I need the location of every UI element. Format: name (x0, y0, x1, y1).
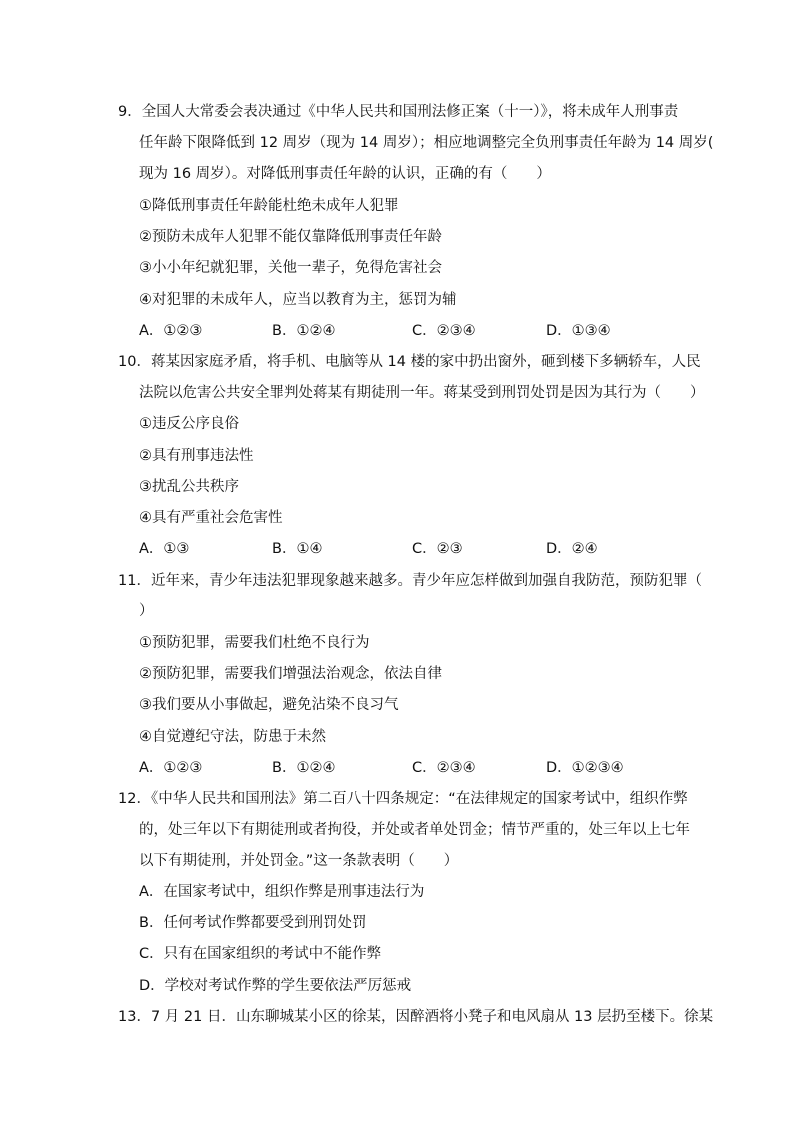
statement-item: ③小小年纪就犯罪，关他一辈子，免得危害社会 (139, 260, 442, 276)
statement-item: ②具有刑事违法性 (139, 448, 254, 464)
statement-item: ②预防犯罪，需要我们增强法治观念，依法自律 (139, 666, 442, 682)
answer-option-a: A．在国家考试中，组织作弊是刑事违法行为 (139, 884, 425, 900)
answer-option-b: B．①④ (272, 541, 323, 557)
answer-option-c: C．②③ (412, 541, 463, 557)
answer-option-d: D．①③④ (546, 323, 611, 339)
question-stem-line: 9．全国人大常委会表决通过《中华人民共和国刑法修正案（十一）》，将未成年人刑事责 (118, 104, 679, 120)
statement-item: ①降低刑事责任年龄能杜绝未成年人犯罪 (139, 198, 399, 214)
answer-option-d: D．学校对考试作弊的学生要依法严厉惩戒 (139, 978, 412, 994)
answer-option-b: B．①②④ (272, 760, 336, 776)
answer-option-d: D．②④ (546, 541, 598, 557)
statement-item: ④具有严重社会危害性 (139, 510, 283, 526)
statement-item: ④自觉遵纪守法，防患于未然 (139, 729, 326, 745)
question-stem-line: 的，处三年以下有期徒刑或者拘役，并处或者单处罚金；情节严重的，处三年以上七年 (139, 822, 690, 838)
question-stem-line: 法院以危害公共安全罪判处蒋某有期徒刑一年。蒋某受到刑罚处罚是因为其行为（ ） (139, 385, 705, 401)
statement-item: ②预防未成年人犯罪不能仅靠降低刑事责任年龄 (139, 229, 442, 245)
question-stem-line: 13．7 月 21 日．山东聊城某小区的徐某，因醉酒将小凳子和电风扇从 13 层扔至楼下。徐某 (118, 1009, 714, 1025)
statement-item: ①预防犯罪，需要我们杜绝不良行为 (139, 635, 370, 651)
answer-option-a: A．①③ (139, 541, 190, 557)
answer-option-c: C．②③④ (412, 323, 476, 339)
statement-item: ③扰乱公共秩序 (139, 479, 239, 495)
answer-option-c: C．只有在国家组织的考试中不能作弊 (139, 946, 382, 962)
question-stem-line: 10．蒋某因家庭矛盾，将手机、电脑等从 14 楼的家中扔出窗外，砸到楼下多辆轿车，人民 (118, 354, 701, 370)
question-stem-line: 12．《中华人民共和国刑法》第二百八十四条规定：“在法律规定的国家考试中，组织作弊 (118, 791, 688, 807)
statement-item: ④对犯罪的未成年人，应当以教育为主，惩罚为辅 (139, 292, 457, 308)
question-stem-line: 现为 16 周岁）。对降低刑事责任年龄的认识，正确的有（ ） (139, 166, 551, 182)
statement-item: ①违反公序良俗 (139, 416, 239, 432)
question-stem-line: 11．近年来，青少年违法犯罪现象越来越多。青少年应怎样做到加强自我防范，预防犯罪（ (118, 573, 702, 589)
answer-option-a: A．①②③ (139, 323, 203, 339)
answer-option-d: D．①②③④ (546, 760, 624, 776)
question-stem-line: ） (139, 603, 154, 619)
answer-option-b: B．①②④ (272, 323, 336, 339)
question-stem-line: 任年龄下限降低到 12 周岁（现为 14 周岁）；相应地调整完全负刑事责任年龄为 14 周岁( (139, 135, 714, 151)
answer-option-a: A．①②③ (139, 760, 203, 776)
question-stem-line: 以下有期徒刑，并处罚金。”这一条款表明（ ） (139, 853, 459, 869)
answer-option-b: B．任何考试作弊都要受到刑罚处罚 (139, 915, 367, 931)
answer-option-c: C．②③④ (412, 760, 476, 776)
statement-item: ③我们要从小事做起，避免沾染不良习气 (139, 697, 399, 713)
